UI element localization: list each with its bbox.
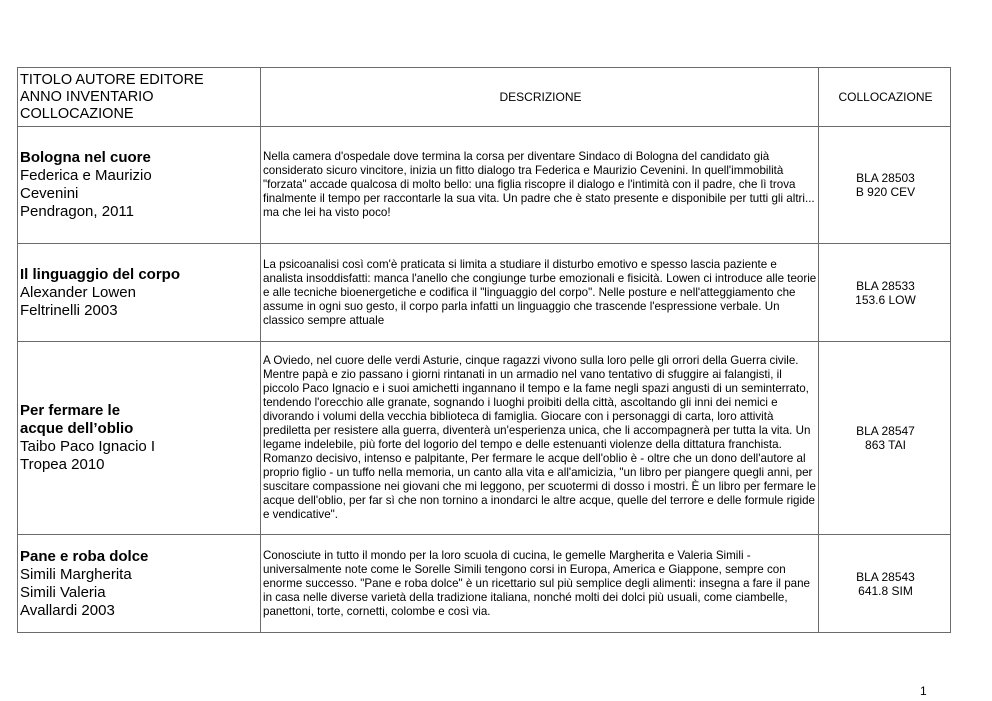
inventory-number: BLA 28547 xyxy=(856,424,915,438)
header-left-line: TITOLO AUTORE EDITORE xyxy=(20,71,204,88)
book-location-cell xyxy=(819,535,951,633)
table-row xyxy=(18,342,951,535)
header-location-cell: COLLOCAZIONE xyxy=(819,68,951,127)
book-info-line: Tropea 2010 xyxy=(20,456,105,473)
book-info-cell xyxy=(18,244,261,342)
header-title-author-cell xyxy=(18,68,261,127)
book-info-line: Taibo Paco Ignacio I xyxy=(20,438,156,455)
shelf-mark: 863 TAI xyxy=(865,438,906,452)
shelf-mark: 153.6 LOW xyxy=(855,292,916,307)
header-left-line: ANNO INVENTARIO xyxy=(20,88,154,105)
book-info-line: Simili Margherita xyxy=(20,565,132,583)
book-info-line: Simili Valeria xyxy=(20,583,106,601)
shelf-mark: 641.8 SIM xyxy=(858,583,913,598)
book-title-line: Per fermare le xyxy=(20,402,121,419)
table-row xyxy=(18,244,951,342)
book-info-cell xyxy=(18,127,261,244)
table-row xyxy=(18,535,951,633)
book-location-cell xyxy=(819,244,951,342)
header-left-line: COLLOCAZIONE xyxy=(20,105,134,122)
shelf-mark: B 920 CEV xyxy=(855,185,916,199)
book-info-cell xyxy=(18,535,261,633)
header-description-cell: DESCRIZIONE xyxy=(261,68,819,127)
book-location-cell xyxy=(819,127,951,244)
book-title: Bologna nel cuore xyxy=(20,149,151,166)
book-description: Conosciute in tutto il mondo per la loro scuola di cucina, le gemelle Margherita e Valeria Simili - universalmente note come le Sorelle Simili tengono corsi in Europa, America e Giappone, sempre con enorme successo. "Pane e roba dolce" è un ricettario sul più semplice degli alimenti: insegna a fare il pane in casa nelle diverse varietà della tradizione italiana, nonché molti dei dolci più usuali, come ciambelle, panettoni, torte, cornetti, colombe e così via. xyxy=(261,535,819,633)
book-info-line: Cevenini xyxy=(20,185,79,202)
book-title: Pane e roba dolce xyxy=(20,547,149,565)
book-info-line: Alexander Lowen xyxy=(20,283,136,301)
table-row xyxy=(18,127,951,244)
inventory-number: BLA 28543 xyxy=(856,569,915,584)
book-title-line: acque dell’oblio xyxy=(20,420,134,437)
inventory-number: BLA 28533 xyxy=(856,278,915,293)
book-title: Il linguaggio del corpo xyxy=(20,265,180,283)
book-description: Nella camera d'ospedale dove termina la corsa per diventare Sindaco di Bologna del candidato già considerato sicuro vincitore, inizia un fitto dialogo tra Federica e Maurizio Cevenini. In quell'immobilità "forzata" accade qualcosa di molto bello: una figlia riscopre il dialogo e l'intimità con il padre, che lì trova finalmente il tempo per raccontarle la sua vita. Un padre che è stato presente e disponibile per tutti gli altri... ma che lei ha visto poco! xyxy=(261,127,819,244)
book-info-line: Pendragon, 2011 xyxy=(20,203,134,220)
inventory-number: BLA 28503 xyxy=(856,171,915,185)
book-info-line: Avallardi 2003 xyxy=(20,601,115,619)
book-description: A Oviedo, nel cuore delle verdi Asturie, cinque ragazzi vivono sulla loro pelle gli orrori della Guerra civile. Mentre papà e zio passano i giorni rintanati in un armadio nel vano tentativo di sfuggire ai falangisti, il piccolo Paco Ignacio e i suoi amichetti ingannano il tempo e la fame negli spazi angusti di un seminterrato, tendendo l'orecchio alle granate, sognando i luoghi proibiti della città, ascoltando gli inni dei nemici e divorando i volumi della vecchia biblioteca di famiglia. Giocare con i personaggi di carta, loro attività prediletta per resistere alla guerra, diventerà un'esperienza unica, che li accompagnerà per tutta la vita. Un legame indelebile, più forte del logorio del tempo e delle estenuanti violenze della dittatura franchista. Romanzo decisivo, intenso e palpitante, Per fermare le acque dell'oblio è - oltre che un dono dell'autore al proprio figlio - un tuffo nella memoria, un canto alla vita e all'amicizia, "un libro per piangere quegli anni, per suscitare compassione nei giovani che mi leggono, per scuotermi di dosso i mostri. È un libro per fermare le acque dell'oblio, per far sì che non tornino a inondarci le altre acque, quelle del terrore e delle formule rigide e vendicative". xyxy=(261,342,819,535)
book-info-line: Feltrinelli 2003 xyxy=(20,301,118,319)
book-info-cell xyxy=(18,342,261,535)
catalog-table xyxy=(17,67,951,633)
table-header-row xyxy=(18,68,951,127)
page-number: 1 xyxy=(920,684,927,698)
book-description: La psicoanalisi così com'è praticata si limita a studiare il disturbo emotivo e spesso lascia paziente e analista insoddisfatti: manca l'anello che congiunge turbe emozionali e fisicità. Lowen ci introduce alle teorie e alle tecniche bioenergetiche e codifica il "linguaggio del corpo". Nelle posture e nell'atteggiamento che assume in ogni suo gesto, il corpo parla infatti un linguaggio che trascende l'espressione verbale. Un classico sempre attuale xyxy=(261,244,819,342)
book-info-line: Federica e Maurizio xyxy=(20,167,152,184)
book-location-cell xyxy=(819,342,951,535)
